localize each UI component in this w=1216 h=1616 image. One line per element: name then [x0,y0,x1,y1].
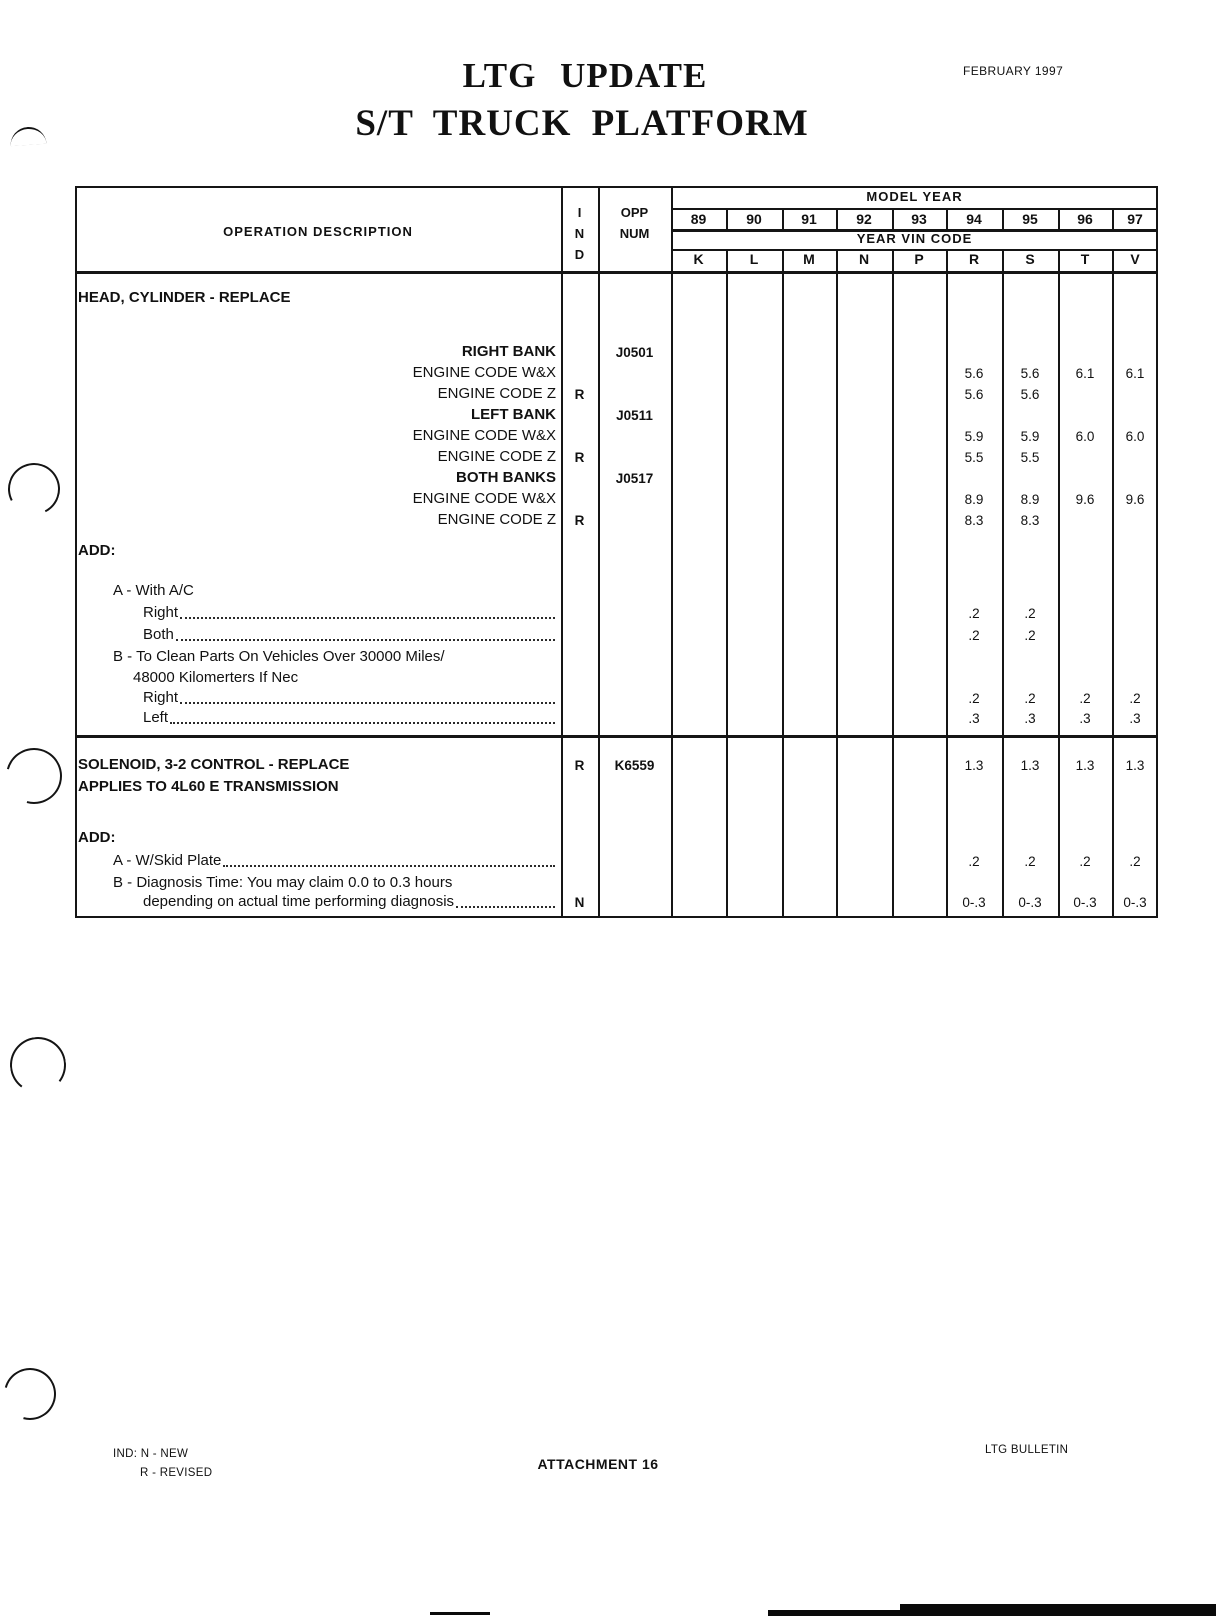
col-header-year-91: 91 [801,211,817,227]
row-desc: 48000 Kilomerters If Nec [133,669,299,686]
cell-year-95: .2 [1024,691,1036,706]
col-header-opp: OPP [620,205,649,220]
col-header-vin-M: M [803,251,815,267]
cell-year-94: 5.6 [964,366,984,381]
col-header-vin-S: S [1025,251,1035,267]
dotted-leader [170,722,555,724]
cell-year-95: 8.3 [1020,513,1040,528]
footer-bulletin: LTG BULLETIN [985,1444,1069,1456]
col-header-vin-V: V [1130,251,1140,267]
document-title: LTG UPDATE [462,56,708,95]
cell-ind: R [574,758,585,773]
grid-line [561,186,563,918]
row-desc: ENGINE CODE Z [437,511,556,528]
row-desc: HEAD, CYLINDER - REPLACE [78,289,291,306]
row-desc [113,852,556,870]
cell-ind: R [574,450,585,465]
grid-line [946,249,948,918]
row-desc: A - With A/C [113,582,194,599]
cell-opp-num: K6559 [614,758,655,773]
cell-opp-num: J0517 [615,471,654,486]
footer-attachment: ATTACHMENT 16 [537,1456,659,1472]
dotted-leader [180,617,555,619]
header-year-vin-code: YEAR VIN CODE [856,231,973,246]
col-header-vin-T: T [1080,251,1090,267]
document-date: FEBRUARY 1997 [963,64,1064,78]
cell-year-94: 5.5 [964,450,984,465]
cell-year-94: 8.9 [964,492,984,507]
cell-year-94: 8.3 [964,513,984,528]
cell-ind: R [574,513,585,528]
grid-line [75,186,77,918]
cell-year-94: .2 [968,628,980,643]
row-desc: RIGHT BANK [461,343,556,360]
row-desc: SOLENOID, 3-2 CONTROL - REPLACE [78,756,350,773]
row-desc-text: Both [143,626,174,643]
cell-year-95: .2 [1024,628,1036,643]
row-desc: ENGINE CODE W&X [412,490,556,507]
cell-year-96: 6.1 [1075,366,1095,381]
cell-year-94: 1.3 [964,758,984,773]
grid-line [75,735,1158,738]
cell-year-94: .2 [968,691,980,706]
cell-year-94: 5.9 [964,429,984,444]
row-desc: ADD: [78,829,116,846]
cell-year-97: 6.1 [1125,366,1145,381]
col-header-year-96: 96 [1077,211,1093,227]
punch-hole [0,738,72,814]
row-desc-text: Right [143,604,179,621]
punch-hole [1,456,67,522]
row-desc [143,709,556,727]
grid-line [671,208,1158,210]
row-desc: ENGINE CODE Z [437,385,556,402]
cell-year-97: .2 [1129,854,1141,869]
cell-ind: N [574,895,585,910]
cell-year-96: 9.6 [1075,492,1095,507]
grid-line [726,249,728,918]
row-desc [143,604,556,622]
col-header-vin-K: K [693,251,704,267]
col-header-year-93: 93 [911,211,927,227]
row-desc: B - Diagnosis Time: You may claim 0.0 to 0.3 hours [113,874,453,891]
grid-line [1156,186,1158,918]
row-desc-text: Right [143,689,179,706]
cell-year-95: 5.6 [1020,366,1040,381]
row-desc [143,689,556,707]
col-header-vin-P: P [914,251,924,267]
col-header-ind-n: N [574,226,585,241]
punch-hole [6,1033,69,1096]
cell-year-96: .2 [1079,854,1091,869]
grid-line [598,186,600,918]
row-desc-text: depending on actual time performing diagnosis [143,893,455,910]
row-desc: APPLIES TO 4L60 E TRANSMISSION [78,778,339,795]
col-header-vin-L: L [749,251,759,267]
grid-line [671,186,673,918]
grid-line [75,186,1158,188]
cell-opp-num: J0501 [615,345,654,360]
grid-line [75,271,1158,274]
col-header-operation-description: OPERATION DESCRIPTION [223,224,413,239]
grid-line [1112,249,1114,918]
col-header-year-89: 89 [690,211,707,227]
footer-ind-legend: IND: N - NEW [113,1448,189,1460]
col-header-year-95: 95 [1022,211,1038,227]
cell-year-95: 0-.3 [1018,895,1042,910]
grid-line [892,249,894,918]
col-header-year-92: 92 [856,211,872,227]
scan-artifact-bar [768,1610,908,1616]
cell-year-95: 5.6 [1020,387,1040,402]
cell-opp-num: J0511 [616,408,653,423]
grid-line [836,249,838,918]
col-header-year-90: 90 [746,211,762,227]
row-desc [143,626,556,644]
cell-year-95: 5.5 [1020,450,1040,465]
cell-year-97: 9.6 [1125,492,1145,507]
dotted-leader [223,865,555,867]
dotted-leader [456,906,555,908]
col-header-year-94: 94 [966,211,982,227]
col-header-vin-R: R [968,251,980,267]
col-header-num: NUM [619,226,650,241]
dotted-leader [176,639,555,641]
header-model-year: MODEL YEAR [866,189,963,204]
cell-year-94: 0-.3 [962,895,986,910]
cell-year-97: .2 [1129,691,1141,706]
row-desc-text: Left [143,709,169,726]
scan-artifact-bar [430,1612,490,1615]
footer-ind-legend-revised: R - REVISED [140,1467,213,1479]
cell-year-94: .3 [968,711,980,726]
row-desc-text: A - W/Skid Plate [113,852,222,869]
cell-year-97: .3 [1129,711,1141,726]
cell-year-96: 0-.3 [1073,895,1097,910]
cell-year-95: 5.9 [1020,429,1040,444]
cell-year-94: 5.6 [964,387,984,402]
col-header-year-97: 97 [1127,211,1143,227]
cell-year-95: .2 [1024,606,1036,621]
row-desc: ADD: [78,542,116,559]
col-header-vin-N: N [858,251,870,267]
grid-line [1058,249,1060,918]
document-subtitle: S/T TRUCK PLATFORM [355,103,809,144]
cell-year-97: 0-.3 [1123,895,1147,910]
row-desc: ENGINE CODE W&X [412,427,556,444]
row-desc: B - To Clean Parts On Vehicles Over 30000 Miles/ [113,648,445,665]
cell-year-95: .3 [1024,711,1036,726]
cell-year-95: .2 [1024,854,1036,869]
cell-ind: R [574,387,585,402]
grid-line [75,916,1158,918]
col-header-ind-i: I [577,205,582,220]
cell-year-96: .3 [1079,711,1091,726]
row-desc [143,893,556,911]
col-header-ind-d: D [574,247,585,262]
dotted-leader [180,702,555,704]
row-desc: ENGINE CODE Z [437,448,556,465]
cell-year-94: .2 [968,854,980,869]
punch-hole [0,1358,66,1429]
cell-year-94: .2 [968,606,980,621]
cell-year-95: 1.3 [1020,758,1040,773]
cell-year-97: 1.3 [1125,758,1145,773]
row-desc: LEFT BANK [471,406,556,423]
cell-year-96: .2 [1079,691,1091,706]
row-desc: ENGINE CODE W&X [412,364,556,381]
grid-line [671,229,1158,232]
cell-year-96: 1.3 [1075,758,1095,773]
grid-line [1002,249,1004,918]
cell-year-95: 8.9 [1020,492,1040,507]
scan-artifact-bar [900,1604,1216,1616]
grid-line [782,249,784,918]
cell-year-97: 6.0 [1125,429,1145,444]
row-desc: BOTH BANKS [456,469,556,486]
cell-year-96: 6.0 [1075,429,1095,444]
